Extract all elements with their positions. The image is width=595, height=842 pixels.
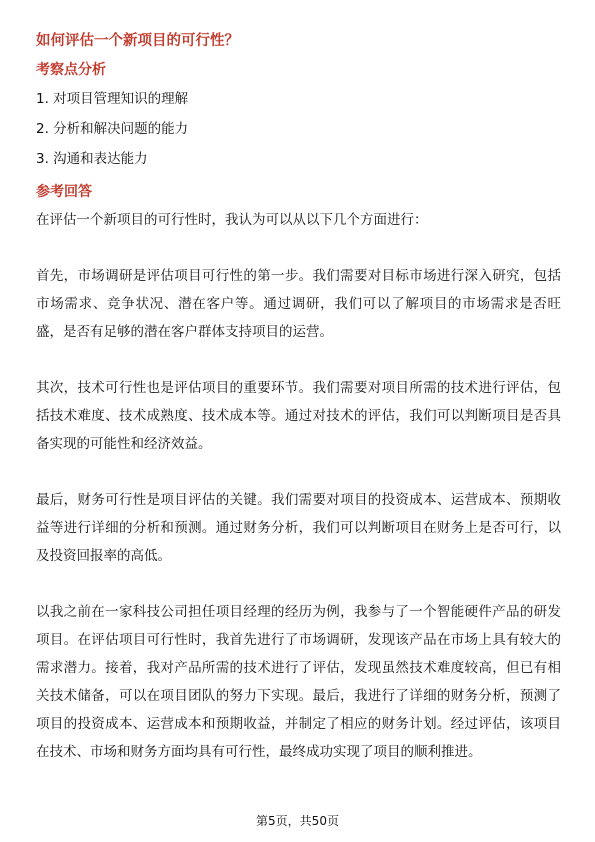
analysis-points-list: [36, 84, 561, 174]
answer-paragraph: 首先，市场调研是评估项目可行性的第一步。我们需要对目标市场进行深入研究，包括市场需求、竞争状况、潜在客户等。通过调研，我们可以了解项目的市场需求是否旺盛，是否有足够的潜在客户群体支持项目的运营。: [36, 268, 561, 340]
answer-heading: 参考回答: [36, 184, 92, 200]
analysis-point: 3. 沟通和表达能力: [36, 151, 148, 167]
document-page: [36, 30, 561, 794]
answer-paragraph-intro: 在评估一个新项目的可行性时，我认为可以从以下几个方面进行：: [36, 212, 428, 228]
analysis-point: 1. 对项目管理知识的理解: [36, 91, 189, 107]
question-title: 如何评估一个新项目的可行性？: [36, 33, 239, 49]
analysis-point: 2. 分析和解决问题的能力: [36, 121, 189, 137]
answer-paragraph: 其次，技术可行性也是评估项目的重要环节。我们需要对项目所需的技术进行评估，包括技术难度、技术成熟度、技术成本等。通过对技术的评估，我们可以判断项目是否具备实现的可能性和经济效益。: [36, 380, 561, 452]
answer-paragraph: 最后，财务可行性是项目评估的关键。我们需要对项目的投资成本、运营成本、预期收益等进行详细的分析和预测。通过财务分析，我们可以判断项目在财务上是否可行，以及投资回报率的高低。: [36, 492, 561, 564]
answer-paragraph: 以我之前在一家科技公司担任项目经理的经历为例，我参与了一个智能硬件产品的研发项目。在评估项目可行性时，我首先进行了市场调研，发现该产品在市场上具有较大的需求潜力。接着，我对产品所需的技术进行了评估，发现虽然技术难度较高，但已有相关技术储备，可以在项目团队的努力下实现。最后，我进行了详细的财务分析，预测了项目的投资成本、运营成本和预期收益，并制定了相应的财务计划。经过评估，该项目在技术、市场和财务方面均具有可行性，最终成功实现了项目的顺利推进。: [36, 604, 561, 760]
page-number: 第5页，共50页: [256, 814, 339, 828]
analysis-heading: 考察点分析: [36, 62, 106, 78]
answer-body: [36, 206, 561, 766]
